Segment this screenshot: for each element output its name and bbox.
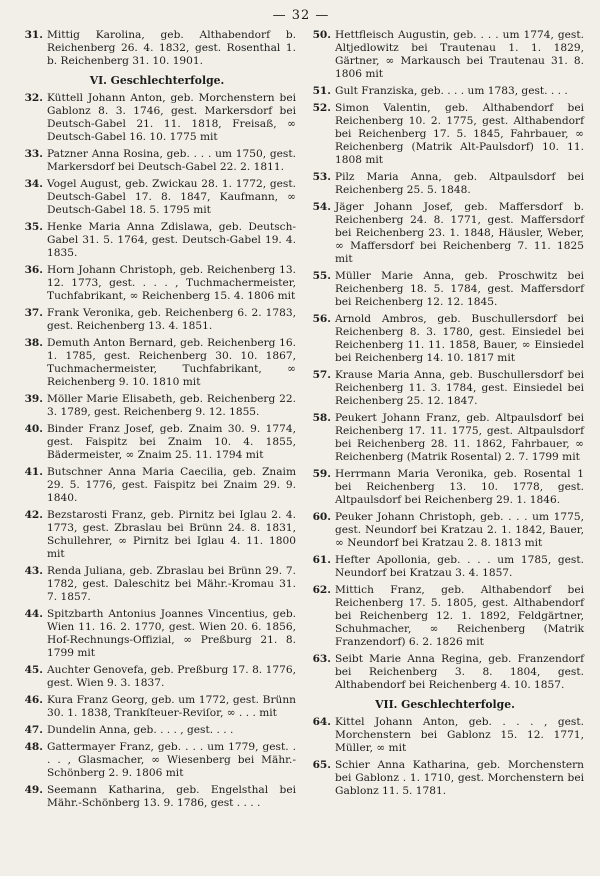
entry-number: 56. [312,313,331,325]
genealogy-entry [306,412,584,464]
genealogy-entry [18,664,296,690]
genealogy-entry [18,264,296,303]
genealogy-entry [18,337,296,389]
entry-text: Kura Franz Georg, geb. um 1772, gest. Brünn 30. 1. 1838, Trankſteuer-Reviſor, ∞ . . . mit [47,694,296,719]
genealogy-entry [18,92,296,144]
genealogy-entry [18,741,296,780]
entry-text: Möller Marie Elisabeth, geb. Reichenberg 22. 3. 1789, gest. Reichenberg 9. 12. 1855. [47,393,296,418]
entry-number: 63. [312,653,331,665]
genealogy-entry [306,468,584,507]
entry-text: Demuth Anton Bernard, geb. Reichenberg 16. 1. 1785, gest. Reichenberg 30. 10. 1867, Tuchmachermeister, Tuchfabrikant, ∞ Reichenberg 9. 10. 1810 mit [47,337,296,388]
entry-text: Herrmann Maria Veronika, geb. Rosental 1 bei Reichenberg 13. 10. 1778, gest. Altpaulsdorf bei Reichenberg 29. 1. 1846. [335,468,584,506]
left-column [18,29,296,814]
entry-text: Bezstarosti Franz, geb. Pirnitz bei Iglau 2. 4. 1773, gest. Zbraslau bei Brünn 24. 8. 1831, Schullehrer, ∞ Pirnitz bei Iglau 4. 11. 1800 mit [47,509,296,560]
entry-text: Frank Veronika, geb. Reichenberg 6. 2. 1783, gest. Reichenberg 13. 4. 1851. [47,307,296,332]
entry-text: Schier Anna Katharina, geb. Morchenstern bei Gablonz . 1. 1710, gest. Morchenstern bei Gablonz 11. 5. 1781. [335,759,584,797]
genealogy-entry [306,171,584,197]
genealogy-entry [18,148,296,174]
entry-text: Spitzbarth Antonius Joannes Vincentius, geb. Wien 11. 16. 2. 1770, gest. Wien 20. 6. 1856, Hof-Rechnungs-Offizial, ∞ Preßburg 21. 8. 1799 mit [47,608,296,659]
entry-number: 42. [24,509,43,521]
genealogy-entry [18,423,296,462]
entry-number: 53. [312,171,331,183]
entry-text: Hettfleisch Augustin, geb. . . . um 1774, gest. Altjedlowitz bei Trautenau 1. 1. 1829, Gärtner, ∞ Markausch bei Trautenau 31. 8. 1806 mit [335,29,584,80]
entry-text: Gult Franziska, geb. . . . um 1783, gest. . . . [335,85,568,97]
entry-number: 44. [24,608,43,620]
entry-number: 31. [24,29,43,41]
entry-text: Krause Maria Anna, geb. Buschullersdorf bei Reichenberg 11. 3. 1784, gest. Einsiedel bei Reichenberg 25. 12. 1847. [335,369,584,407]
entry-number: 45. [24,664,43,676]
entry-number: 48. [24,741,43,753]
entry-text: Butschner Anna Maria Caecilia, geb. Znaim 29. 5. 1776, gest. Faispitz bei Znaim 29. 9. 1840. [47,466,296,504]
genealogy-entry [306,716,584,755]
genealogy-entry [306,759,584,798]
entry-number: 61. [312,554,331,566]
genealogy-entry [18,608,296,660]
entry-text: Müller Marie Anna, geb. Proschwitz bei Reichenberg 18. 5. 1784, gest. Maffersdorf bei Reichenberg 12. 12. 1845. [335,270,584,308]
entry-number: 35. [24,221,43,233]
entry-number: 65. [312,759,331,771]
entry-number: 47. [24,724,43,736]
genealogy-entry [18,694,296,720]
entry-number: 38. [24,337,43,349]
genealogy-entry [306,584,584,649]
entry-number: 58. [312,412,331,424]
genealogy-entry [306,102,584,167]
entry-number: 36. [24,264,43,276]
columns [18,29,584,814]
entry-number: 43. [24,565,43,577]
entry-number: 41. [24,466,43,478]
genealogy-entry [306,313,584,365]
genealogy-entry [18,178,296,217]
entry-text: Gattermayer Franz, geb. . . . um 1779, gest. . . . , Glasmacher, ∞ Wiesenberg bei Mähr.-Schönberg 2. 9. 1806 mit [47,741,296,779]
entry-text: Renda Juliana, geb. Zbraslau bei Brünn 29. 7. 1782, gest. Daleschitz bei Mähr.-Kromau 31. 7. 1857. [47,565,296,603]
entry-number: 64. [312,716,331,728]
genealogy-entry [306,653,584,692]
entry-text: Horn Johann Christoph, geb. Reichenberg 13. 12. 1773, gest. . . . , Tuchmachermeister, Tuchfabrikant, ∞ Reichenberg 15. 4. 1806 mit [47,264,296,302]
entry-text: Binder Franz Josef, geb. Znaim 30. 9. 1774, gest. Faispitz bei Znaim 10. 4. 1855, Bädermeister, ∞ Znaim 25. 11. 1794 mit [47,423,296,461]
genealogy-entry [18,221,296,260]
entry-number: 46. [24,694,43,706]
entry-number: 52. [312,102,331,114]
genealogy-entry [18,565,296,604]
entry-text: Mittig Karolina, geb. Althabendorf b. Reichenberg 26. 4. 1832, gest. Rosenthal 1. b. Reichenberg 31. 10. 1901. [47,29,296,67]
entry-text: Kittel Johann Anton, geb. . . . , gest. Morchenstern bei Gablonz 15. 12. 1771, Müller, ∞ mit [335,716,584,754]
genealogy-entry [306,85,584,98]
entry-number: 50. [312,29,331,41]
genealogy-entry [18,307,296,333]
genealogy-entry [306,511,584,550]
entry-number: 32. [24,92,43,104]
entry-text: Mittich Franz, geb. Althabendorf bei Reichenberg 17. 5. 1805, gest. Althabendorf bei Reichenberg 12. 1. 1892, Feldgärtner, Schuhmacher, ∞ Reichenberg (Matrik Franzendorf) 6. 2. 1826 mit [335,584,584,648]
entry-text: Hefter Apollonia, geb. . . . um 1785, gest. Neundorf bei Kratzau 3. 4. 1857. [335,554,584,579]
entry-number: 51. [312,85,331,97]
entry-text: Auchter Genovefa, geb. Preßburg 17. 8. 1776, gest. Wien 9. 3. 1837. [47,664,296,689]
genealogy-entry [306,201,584,266]
genealogy-entry [18,29,296,68]
entry-number: 37. [24,307,43,319]
entry-text: Pilz Maria Anna, geb. Altpaulsdorf bei Reichenberg 25. 5. 1848. [335,171,584,196]
genealogy-entry [18,393,296,419]
genealogy-entry [18,466,296,505]
entry-text: Peuker Johann Christoph, geb. . . . um 1775, gest. Neundorf bei Kratzau 2. 1. 1842, Bauer, ∞ Neundorf bei Kratzau 2. 8. 1813 mit [335,511,584,549]
genealogy-entry [306,29,584,81]
section-heading: VI. Geschlechterfolge. [89,74,225,87]
entry-text: Peukert Johann Franz, geb. Altpaulsdorf bei Reichenberg 17. 11. 1775, gest. Altpaulsdorf bei Reichenberg 28. 11. 1862, Fahrbauer, ∞ Reichenberg (Matrik Rosental) 2. 7. 1799 mit [335,412,584,463]
entry-text: Seibt Marie Anna Regina, geb. Franzendorf bei Reichenberg 3. 8. 1804, gest. Althabendorf bei Reichenberg 4. 10. 1857. [335,653,584,691]
entry-text: Henke Maria Anna Zdislawa, geb. Deutsch-Gabel 31. 5. 1764, gest. Deutsch-Gabel 19. 4. 1835. [47,221,296,259]
section-heading: VII. Geschlechterfolge. [375,698,515,711]
entry-number: 40. [24,423,43,435]
entry-number: 34. [24,178,43,190]
entry-text: Vogel August, geb. Zwickau 28. 1. 1772, gest. Deutsch-Gabel 17. 8. 1847, Kaufmann, ∞ Deutsch-Gabel 18. 5. 1795 mit [47,178,296,216]
entry-number: 57. [312,369,331,381]
genealogy-entry [18,724,296,737]
entry-text: Küttell Johann Anton, geb. Morchenstern bei Gablonz 8. 3. 1746, gest. Markersdorf bei Deutsch-Gabel 21. 11. 1818, Freisaß, ∞ Deutsch-Gabel 16. 10. 1775 mit [47,92,296,143]
genealogy-entry [306,554,584,580]
genealogy-entry [18,509,296,561]
entry-text: Patzner Anna Rosina, geb. . . . um 1750, gest. Markersdorf bei Deutsch-Gabel 22. 2. 1811. [47,148,296,173]
entry-text: Simon Valentin, geb. Althabendorf bei Reichenberg 10. 2. 1775, gest. Althabendorf bei Reichenberg 17. 5. 1845, Fahrbauer, ∞ Reichenberg (Matrik Alt-Paulsdorf) 10. 11. 1808 mit [335,102,584,166]
genealogy-entry [306,369,584,408]
entry-text: Dundelin Anna, geb. . . . , gest. . . . [47,724,234,736]
page-number: — 32 — [272,8,330,23]
entry-number: 33. [24,148,43,160]
entry-number: 49. [24,784,43,796]
entry-text: Seemann Katharina, geb. Engelsthal bei Mähr.-Schönberg 13. 9. 1786, gest . . . . [47,784,296,809]
entry-number: 39. [24,393,43,405]
entry-number: 60. [312,511,331,523]
entry-number: 59. [312,468,331,480]
right-column [306,29,584,814]
entry-number: 62. [312,584,331,596]
genealogy-entry [306,270,584,309]
entry-number: 54. [312,201,331,213]
entry-number: 55. [312,270,331,282]
entry-text: Arnold Ambros, geb. Buschullersdorf bei Reichenberg 8. 3. 1780, gest. Einsiedel bei Reichenberg 11. 11. 1858, Bauer, ∞ Einsiedel bei Reichenberg 14. 10. 1817 mit [335,313,584,364]
genealogy-entry [18,784,296,810]
entry-text: Jäger Johann Josef, geb. Maffersdorf b. Reichenberg 24. 8. 1771, gest. Maffersdorf bei Reichenberg 23. 1. 1848, Häusler, Weber, ∞ Maffersdorf bei Reichenberg 7. 11. 1825 mit [335,201,584,265]
